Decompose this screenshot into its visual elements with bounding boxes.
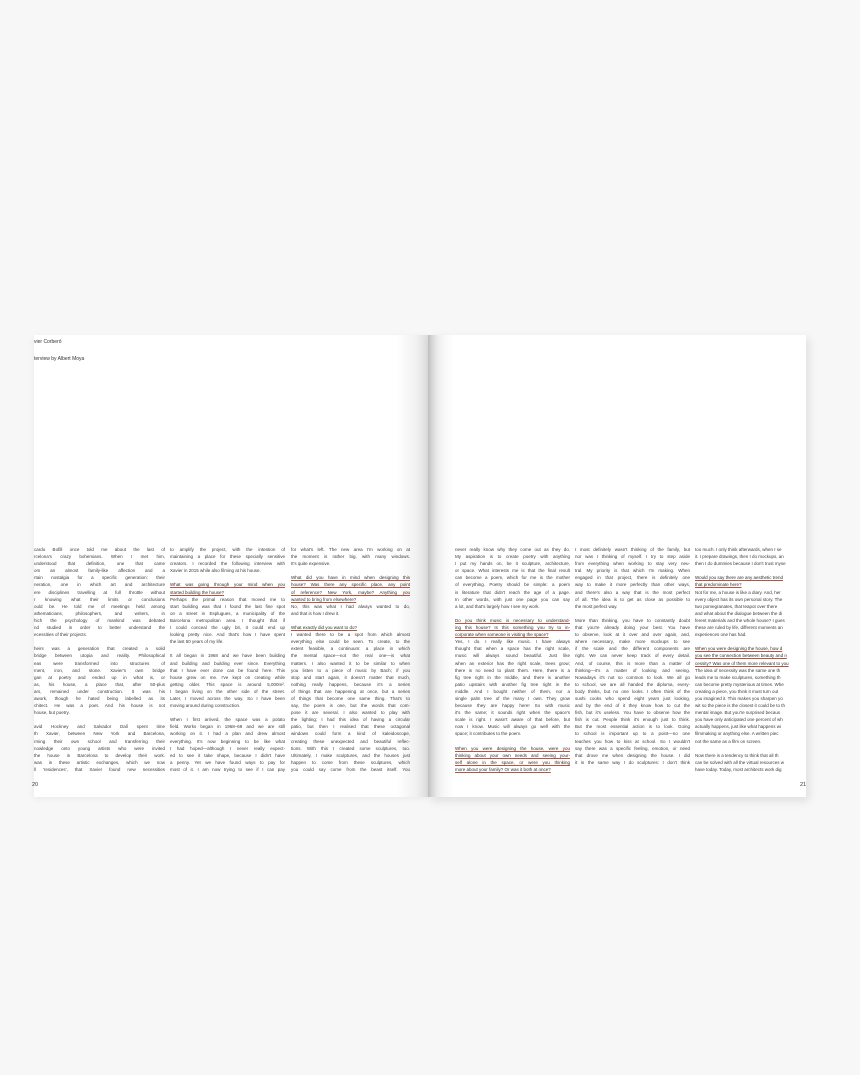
text-line: you imagined it. This makes you sharpen yo — [695, 695, 783, 701]
right-column-2 — [575, 546, 690, 766]
paragraph-break — [170, 645, 285, 652]
interview-question — [455, 617, 570, 638]
body-paragraph — [695, 589, 806, 639]
interview-question — [695, 645, 806, 666]
text-line: rtain nostalgia for a specific generation: their — [34, 575, 165, 581]
text-line: maintaining a place for these specially sensitive — [170, 554, 285, 560]
body-paragraph — [170, 596, 285, 646]
paragraph-break — [170, 709, 285, 716]
text-line: of things that become one same thing. That's to — [291, 695, 410, 701]
text-line: that drove me when designing the house. I did — [575, 752, 690, 758]
text-line: single palm tree of the many I own. They grow — [455, 695, 570, 701]
text-line: engaged in that project, there is definitely one — [575, 575, 690, 581]
text-line: music will always sound beautiful. Just like — [455, 653, 570, 659]
text-line: the house in Barcelona to develop their work. — [34, 752, 165, 758]
text-line: is literature that didn't reach the age of a page. — [455, 589, 570, 595]
text-line: now I know. Music will always go well with the — [455, 724, 570, 730]
question-line: When you were designing the house, how d — [695, 646, 783, 652]
paragraph-break — [34, 716, 165, 723]
text-line: teaches you how to kiss at school. So I wouldn't — [575, 738, 690, 744]
text-line: fig tree right in the middle, and there is another — [455, 674, 570, 680]
body-paragraph — [34, 723, 165, 773]
text-line: I wanted there to be a spot from which almost — [291, 632, 410, 638]
right-page — [428, 335, 806, 797]
text-line: I began living on the other side of the street. — [170, 688, 285, 694]
text-line: Barcelona metropolitan area. I thought that if — [170, 617, 285, 623]
text-line: neration, one in which art and architecture — [34, 582, 165, 588]
text-line: to school, we are all handed the diploma, every- — [575, 681, 690, 687]
text-line: never really know why they come out as they do. — [455, 547, 570, 552]
text-line: for what's left. The new area I'm working on at — [291, 547, 410, 552]
text-line: was in these artistic exchanges, which we now — [34, 759, 165, 765]
text-line: In other words, with just one page you can say — [455, 596, 570, 602]
text-line: fish, but it's useless. You have to observe how the — [575, 710, 690, 716]
text-line: working on it. I had a plan and drew almost — [170, 731, 285, 737]
text-line: on a street in Esplugues, a municipality of the — [170, 610, 285, 616]
question-line: of reference? New York, maybe? Anything you — [291, 589, 410, 595]
paragraph-break — [695, 638, 806, 645]
text-line: I put my hands on, be it sculpture, architecture, — [455, 561, 570, 567]
text-line: to observe, look at it over and over again, and, — [575, 632, 690, 638]
text-line: wit so the piece is the closest it could be to th — [695, 703, 786, 709]
question-line: you see the connection between beauty and n — [695, 653, 787, 659]
text-line: Later, I moved across the way. So I have been — [170, 695, 285, 701]
body-paragraph — [291, 546, 410, 567]
text-line: of all. The idea is to get as close as possible to — [575, 596, 690, 602]
text-line: a penny. Yet we have found ways to pay for — [170, 759, 285, 765]
text-line: from everything when working to stay very neu- — [575, 561, 690, 567]
text-line: most of it. I am now trying to see if I can pay — [170, 766, 285, 772]
text-line: house, but poetry. — [34, 710, 70, 716]
text-line: because they are happy here! So with music — [455, 703, 570, 709]
paragraph-break — [291, 567, 410, 574]
text-line: I could conceal the ugly bit, it could end up — [170, 625, 285, 631]
paragraph-break — [695, 745, 806, 752]
text-line: filmmaking or anything else. A written piec — [695, 731, 779, 737]
question-line: What exactly did you want to do? — [291, 625, 358, 631]
text-line: two pomegranates, that teapot over there — [695, 603, 778, 609]
text-line: It all began in 1968 and we have been building — [170, 653, 285, 659]
text-line: Not for me, a house is like a diary. And, her — [695, 589, 781, 595]
text-line: tral. My priority is that which I'm making. When — [575, 568, 690, 574]
question-line: self alone in the space, or were you thinking — [455, 759, 570, 765]
text-line: experiences one has had. — [695, 632, 747, 638]
text-line: bridge between utopia and reality. Philosophical — [34, 653, 165, 659]
text-line: ould be. He told me of meetings held among — [34, 603, 165, 609]
text-line: that I have ever done can be found here. This — [170, 667, 285, 673]
question-line: What did you have in mind when designing this — [291, 575, 410, 581]
question-line: thinking about your own needs and seeing your- — [455, 752, 570, 758]
text-line: ere disciplines travelling at full throttle without — [34, 589, 165, 595]
text-line: pose it are several. I also wanted to play with — [291, 710, 410, 716]
question-line: corporate when someone is visiting the space? — [455, 632, 549, 638]
question-line: wanted to bring from elsewhere? — [291, 596, 357, 602]
text-line: it's the same; it sounds right when the space's — [455, 710, 570, 716]
question-line: When you were designing the house, were you — [455, 745, 570, 751]
left-page-number: 20 — [32, 782, 39, 788]
left-column-3 — [291, 546, 410, 773]
question-line: that predominate here? — [695, 582, 742, 588]
text-line: getting older. This space is around 5,000m². — [170, 681, 285, 687]
text-line: and building and building ever since. Everything — [170, 660, 285, 666]
paragraph-break — [34, 638, 165, 645]
text-line: too much. I only think afterwards, when I se — [695, 547, 782, 552]
question-line: started building the house? — [170, 589, 225, 595]
interview-question — [695, 574, 806, 588]
body-paragraph — [695, 546, 806, 567]
text-line: field. Works began in 1968–69 and we are still — [170, 724, 285, 730]
text-line: eas were transformed into structures of — [34, 660, 165, 666]
paragraph-break — [695, 567, 806, 574]
body-paragraph — [575, 546, 690, 610]
text-line: and there's also a way that is the most perfect — [575, 589, 690, 595]
text-line: can be solved with all the virtual resources w — [695, 759, 785, 765]
text-line: avid Hockney and Salvador Dalí spent time — [34, 724, 165, 730]
text-line: I had hoped—although I never really expect- — [170, 745, 285, 751]
text-line: mental image. But you're surprised becaus — [695, 710, 781, 716]
body-paragraph — [695, 667, 806, 745]
question-line: cessity? Was one of them more relevant to you — [695, 660, 789, 666]
text-line: you listen to a piece of music by Bach; if you — [291, 667, 410, 673]
text-line: actually happens, just like what happens wi — [695, 724, 782, 730]
text-line: or space. What interests me is that the final result — [455, 568, 570, 574]
text-line: to amplify the project, with the intention of — [170, 547, 285, 552]
question-line: What was going through your mind when you — [170, 582, 285, 588]
text-line: understood that definition, one that came — [34, 561, 165, 567]
text-line: say there was a specific feeling, emotion, or need — [575, 745, 690, 751]
paragraph-break — [455, 610, 570, 617]
text-line: creating a piece, you think it must turn out — [695, 688, 779, 694]
paragraph-break — [170, 574, 285, 581]
text-line: it in the same way I do sculptures: I don't think — [575, 759, 690, 765]
left-column-2 — [170, 546, 285, 773]
text-line: and by the end of it they know how to cut the — [575, 703, 690, 709]
text-line: No, this was what I had always wanted to do, — [291, 603, 410, 609]
text-line: ars, remained under construction. It was his — [34, 688, 165, 694]
text-line: the moment is rather big, with many windows. — [291, 554, 410, 560]
text-line: creators. I recorded the following interview with — [170, 561, 285, 567]
text-line: awork, though he hated being labelled as its — [34, 695, 165, 701]
text-line: rcelona's crazy bohemians. When I met him, — [34, 554, 165, 560]
text-line: rming their own school and transferring their — [34, 738, 165, 744]
body-paragraph — [291, 631, 410, 773]
text-line: you could say come from the beast itself. You — [291, 766, 410, 772]
right-column-3 — [695, 546, 806, 773]
interview-question — [455, 745, 570, 773]
interview-question — [170, 581, 285, 595]
text-line: these are ruled by life, different moments an — [695, 625, 783, 631]
text-line: of things that are happening at once, but a series — [291, 688, 410, 694]
text-line: moving around during construction. — [170, 703, 241, 709]
question-line: more about your family? Or was it both at once? — [455, 766, 551, 772]
article-byline: terview by Albert Moya — [34, 356, 85, 362]
right-page-number: 21 — [800, 782, 807, 788]
text-line: can become a poem, which for me is the mother — [455, 575, 570, 581]
paragraph-break — [455, 738, 570, 745]
text-line: Ultimately, I make sculptures, and the houses just — [291, 752, 410, 758]
text-line: creating these unexpected and beautiful reflec- — [291, 738, 410, 744]
text-line: middle. And I bought neither of them, nor a — [455, 688, 570, 694]
text-line: patio upstairs with another fig tree right in the — [455, 681, 570, 687]
text-line: Perhaps the primal reason that moved me to — [170, 596, 285, 602]
text-line: thinking—it's a matter of looking and seeing. — [575, 667, 690, 673]
text-line: nor was I thinking of myself. I try to step aside — [575, 554, 690, 560]
text-line: there is no need to plant them. Here, there is a — [455, 667, 570, 673]
text-line: and that is how I drew it. — [291, 610, 340, 616]
text-line: everything else could be seen. To create, to the — [291, 639, 410, 645]
text-line: scale is right. I wasn't aware of that before, but — [455, 717, 570, 723]
text-line: But the most essential action is to look. Going — [575, 724, 690, 730]
text-line: space; it contributes to the poem. — [455, 731, 522, 737]
interview-question — [291, 624, 410, 631]
text-line: Xavier in 2015 while also filming at his house. — [170, 568, 261, 574]
text-line: happen to come from these sculptures, which — [291, 759, 410, 765]
text-line: My aspiration is to create poetry with anything — [455, 554, 570, 560]
left-column-1 — [34, 546, 165, 773]
text-line: not the same as a film on screen. — [695, 738, 762, 744]
text-line: when an exterior has the right scale, trees grow; — [455, 660, 570, 666]
text-line: ferent materials and the whole house? I gues — [695, 617, 785, 623]
text-line: leads me to make sculptures, something th — [695, 674, 781, 680]
text-line: a lot, and that's largely how I see my work. — [455, 603, 540, 609]
text-line: if the scale and the different components are — [575, 646, 690, 652]
text-line: ed to see it take shape, because I didn't have — [170, 752, 285, 758]
text-line: ll 'residences', that Xavier found new necessities — [34, 766, 165, 772]
text-line: looking pretty nice. And that's how I have spent — [170, 632, 285, 638]
body-paragraph — [170, 652, 285, 709]
text-line: heirs was a generation that created a solid — [34, 646, 165, 652]
text-line: More than thinking, you have to constantly doubt — [575, 617, 690, 623]
text-line: patio, but then I realised that these octagonal — [291, 724, 410, 730]
text-line: om an almost family-like affection and a — [34, 568, 165, 574]
text-line: that you're already doing your best. You have — [575, 625, 690, 631]
body-paragraph — [34, 546, 165, 638]
text-line: everything. It's now beginning to be like what — [170, 738, 285, 744]
text-line: extent feasible, a continuum: a place in which — [291, 646, 410, 652]
text-line: can become pretty mysterious at times. Whe — [695, 681, 784, 687]
body-paragraph — [455, 546, 570, 610]
text-line: as, his house, a place that, after 50-plus — [34, 681, 165, 687]
text-line: ecessities of their projects. — [34, 632, 88, 638]
text-line: every object has its own personal story. The — [695, 596, 783, 602]
body-paragraph — [575, 617, 690, 766]
body-paragraph — [291, 603, 410, 617]
paragraph-break — [575, 610, 690, 617]
text-line: where necessary, make more mockups to see — [575, 639, 690, 645]
text-line: to school is important up to a point—no one — [575, 731, 690, 737]
text-line: of everything. Poetry should be simple: a poem — [455, 582, 570, 588]
text-line: gan at poetry and ended up in what is, or — [34, 674, 165, 680]
text-line: the lighting; I had this idea of having a circular — [291, 717, 410, 723]
text-line: body thinks, but no one looks. I often think of the — [575, 688, 690, 694]
text-line: start building was that I found the last fine spot — [170, 603, 285, 609]
text-line: The idea of necessity was the same one th — [695, 667, 781, 673]
text-line: say, the poem is one, but the words that com- — [291, 703, 410, 709]
text-line: ment, iron, and stone. Xavier's own bridge — [34, 667, 165, 673]
body-paragraph — [170, 716, 285, 773]
text-line: hich the psychology of mankind was debated — [34, 617, 165, 623]
left-page — [34, 335, 428, 797]
text-line: have today. Today, most architects work dig — [695, 766, 782, 772]
text-line: nothing really happens, because it's a series — [291, 681, 410, 687]
text-line: th Xavier, between New York and Barcelona, — [34, 731, 165, 737]
text-line: right. We can never keep track of every detail. — [575, 653, 690, 659]
text-line: I most definitely wasn't thinking of the family, but — [575, 547, 690, 552]
text-line: the most perfect way. — [575, 603, 618, 609]
text-line: cardo Bofill once told me about the last of — [34, 547, 165, 552]
text-line: thought that when a space has the right scale, — [455, 646, 570, 652]
body-paragraph — [34, 645, 165, 716]
text-line: then I do dummies because I don't trust myse — [695, 561, 786, 567]
text-line: and what about the dialogue between the di — [695, 610, 783, 616]
text-line: the last 50 years of my life. — [170, 639, 224, 645]
text-line: chitect. He was a poet. And his house is not — [34, 703, 165, 709]
text-line: athematicians, philosophers, and writers, in — [34, 610, 165, 616]
text-line: r knowing what their limits or conclusions — [34, 596, 165, 602]
text-line: Nowadays it's not so common to look. We all go — [575, 674, 690, 680]
text-line: It's quite expensive. — [291, 561, 331, 567]
text-line: Now there is a tendency to think that all th — [695, 752, 779, 758]
text-line: windows could form a kind of kaleidoscope, — [291, 731, 410, 737]
question-line: Would you say there are any aesthetic trend — [695, 575, 783, 581]
text-line: matters. I also wanted it to be similar to when — [291, 660, 410, 666]
paragraph-break — [291, 617, 410, 624]
body-paragraph — [455, 638, 570, 737]
text-line: nd studied in order to better understand the — [34, 625, 165, 631]
text-line: tions. With this I created some sculptures, too. — [291, 745, 410, 751]
text-line: the mental space—not the real one—is what — [291, 653, 410, 659]
text-line: And, of course, this is more than a matter of — [575, 660, 690, 666]
text-line: nowledge onto young artists who were invited — [34, 745, 165, 751]
text-line: Yes, I do. I really like music. I have always — [455, 639, 570, 645]
body-paragraph — [695, 752, 806, 773]
question-line: ing this house? Is this something you try to in- — [455, 625, 570, 631]
text-line: stop and start again, it doesn't matter that much, — [291, 674, 410, 680]
text-line: way to make it more perfectly than other ways, — [575, 582, 690, 588]
body-paragraph — [170, 546, 285, 574]
right-column-1 — [455, 546, 570, 773]
interview-question — [291, 574, 410, 602]
question-line: house? Was there any specific place, any point — [291, 582, 410, 588]
text-line: it. I prepare drawings, then I do mockups, an — [695, 554, 784, 560]
article-subject: vier Corberó — [34, 339, 62, 345]
question-line: Do you think music is necessary to understand- — [455, 617, 570, 623]
text-line: fish is cut. People think it's enough just to think. — [575, 717, 690, 723]
text-line: sushi cooks who spend eight years just looking, — [575, 695, 690, 701]
text-line: house grew on me. I've kept on creating while — [170, 674, 285, 680]
text-line: you have only anticipated one percent of wh — [695, 717, 783, 723]
text-line: When I first arrived, the space was a potato — [170, 717, 285, 723]
